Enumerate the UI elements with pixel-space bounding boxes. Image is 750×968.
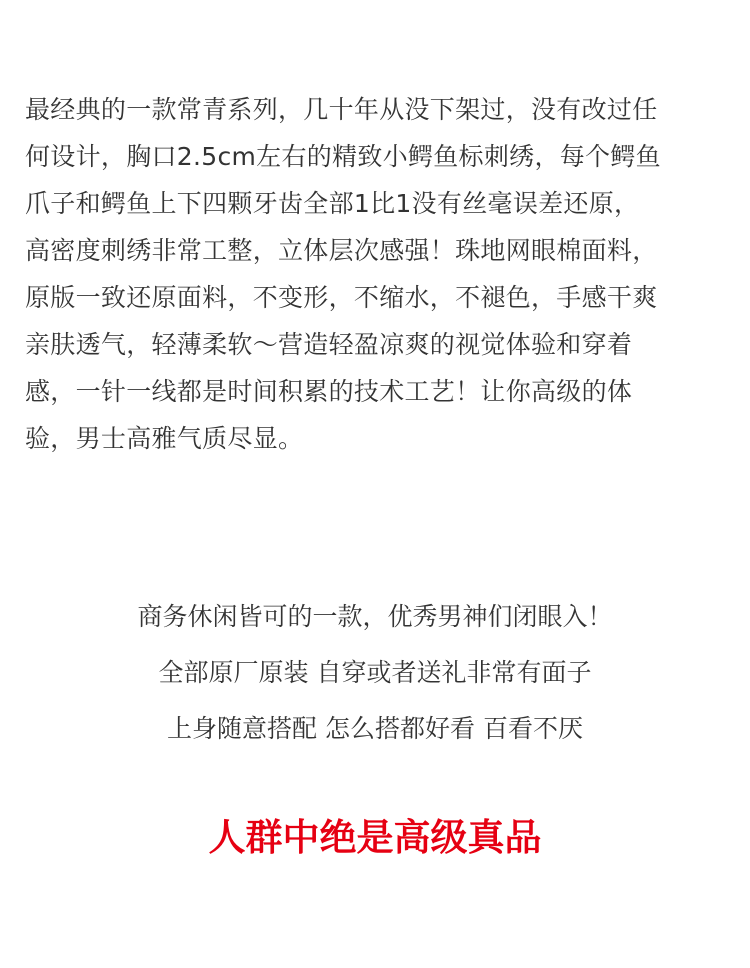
- description-line: 感，一针一线都是时间积累的技术工艺！让你高级的体: [25, 377, 633, 406]
- product-description-paragraph: [25, 86, 730, 462]
- description-line: 何设计，胸口2.5cm左右的精致小鳄鱼标刺绣，每个鳄鱼: [25, 142, 661, 171]
- description-line: 验，男士高雅气质尽显。: [25, 424, 304, 453]
- slogan-block: [0, 589, 750, 757]
- slogan-line: 全部原厂原装 自穿或者送礼非常有面子: [158, 658, 592, 687]
- headline-text: 人群中绝是高级真品: [208, 816, 542, 859]
- description-line: 爪子和鳄鱼上下四颗牙齿全部1比1没有丝毫误差还原，: [25, 189, 640, 218]
- slogan-line: 商务休闲皆可的一款，优秀男神们闭眼入！: [137, 602, 613, 631]
- description-line: 亲肤透气，轻薄柔软～营造轻盈凉爽的视觉体验和穿着: [25, 330, 633, 359]
- slogan-line: 上身随意搭配 怎么搭都好看 百看不厌: [167, 714, 583, 743]
- description-line: 最经典的一款常青系列，几十年从没下架过，没有改过任: [25, 95, 658, 124]
- description-line: 高密度刺绣非常工整，立体层次感强！珠地网眼棉面料，: [25, 236, 658, 265]
- description-line: 原版一致还原面料，不变形，不缩水，不褪色，手感干爽: [25, 283, 658, 312]
